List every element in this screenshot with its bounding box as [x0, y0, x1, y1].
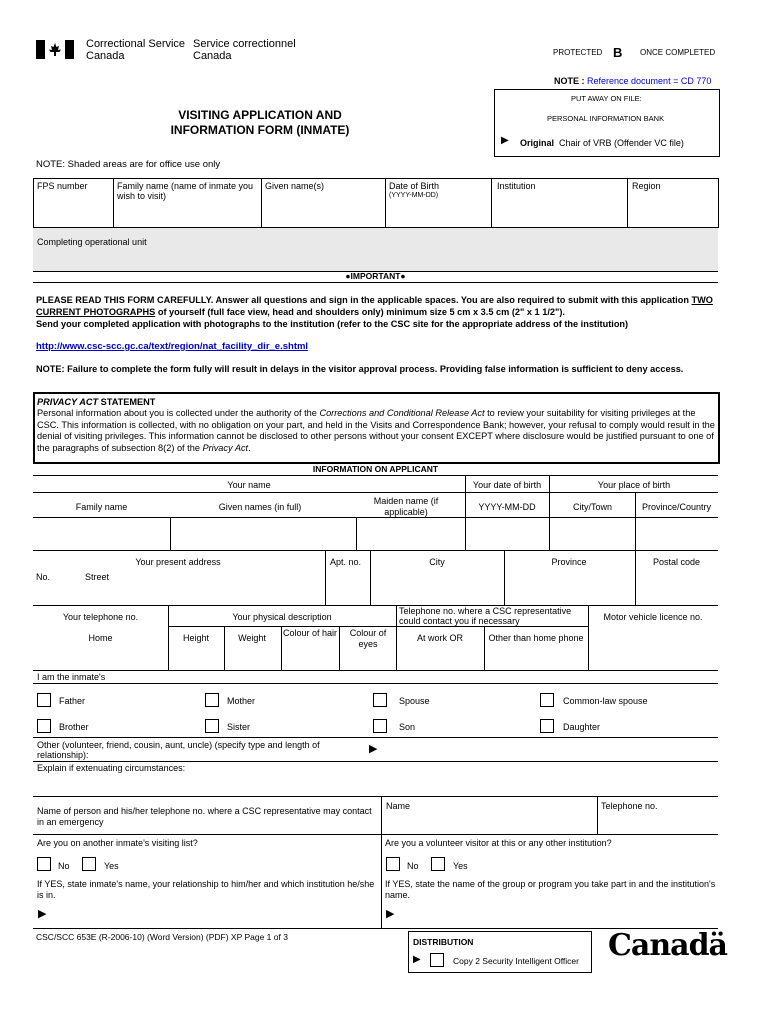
emergency-contact-label: Name of person and his/her telephone no. where a CSC representative may contact in an emergency — [37, 806, 372, 827]
visiting-list-no-checkbox[interactable] — [37, 857, 51, 871]
canada-wordmark: Canadä — [608, 928, 727, 963]
brother-label: Brother — [59, 722, 89, 732]
apt-no-label: Apt. no. — [330, 557, 362, 567]
common-law-checkbox[interactable] — [540, 693, 554, 707]
volunteer-no-checkbox[interactable] — [386, 857, 400, 871]
height-label: Height — [182, 633, 209, 643]
motor-licence-label: Motor vehicle licence no. — [603, 612, 703, 622]
copy2-label: Copy 2 Security Intelligent Officer — [453, 956, 579, 966]
sister-checkbox[interactable] — [205, 719, 219, 733]
region-label: Region — [632, 181, 661, 191]
protected-level: B — [613, 45, 623, 60]
shaded-note: NOTE: Shaded areas are for office use only — [36, 159, 221, 170]
original-arrow-icon: ▶ — [501, 135, 509, 146]
other-relationship-label: Other (volunteer, friend, cousin, aunt, uncle) (specify type and length of relationship): — [37, 740, 320, 760]
once-completed-label: ONCE COMPLETED — [640, 48, 716, 57]
failure-note: NOTE: Failure to complete the form fully will result in delays in the visitor approval process. Providing false information is sufficient to deny access. — [36, 364, 684, 374]
mother-checkbox[interactable] — [205, 693, 219, 707]
your-name-label: Your name — [227, 480, 271, 490]
province-country-label: Province/Country — [641, 502, 712, 512]
protected-label: PROTECTED — [553, 48, 603, 57]
csc-contact-label: Telephone no. where a CSC representative could contact you if necessary — [399, 606, 572, 626]
important-heading: ●IMPORTANT● — [345, 271, 406, 281]
family-name-label: Family name — [75, 502, 128, 512]
volunteer-ifyes-label: If YES, state the name of the group or program you take part in and the institution's name. — [385, 879, 716, 900]
son-label: Son — [399, 722, 416, 732]
inmate-family-label: Family name (name of inmate you wish to visit) — [117, 181, 254, 201]
spouse-label: Spouse — [399, 696, 430, 706]
mother-label: Mother — [227, 696, 256, 706]
pib-label: PERSONAL INFORMATION BANK — [547, 114, 665, 123]
distribution-arrow-icon: ▶ — [413, 954, 421, 965]
street-label: Street — [85, 572, 110, 582]
your-pob-label: Your place of birth — [597, 480, 671, 490]
explain-label: Explain if extenuating circumstances: — [37, 763, 186, 773]
visiting-list-ifyes-label: If YES, state inmate's name, your relationship to him/her and which institution he/she is in. — [37, 879, 375, 900]
note-reference: NOTE : Reference document = CD 770 — [554, 76, 712, 86]
daughter-checkbox[interactable] — [540, 719, 554, 733]
visiting-list-arrow-icon: ▶ — [38, 908, 47, 920]
relationship-label: I am the inmate's — [37, 672, 106, 682]
form-identifier: CSC/SCC 653E (R-2006-10) (Word Version) (PDF) XP Page 1 of 3 — [36, 932, 288, 942]
fps-label: FPS number — [37, 181, 88, 191]
visiting-list-no-label: No — [58, 861, 70, 871]
at-work-label: At work OR — [416, 633, 463, 643]
father-label: Father — [59, 696, 86, 706]
emergency-name-label: Name — [386, 801, 411, 811]
applicant-name-row[interactable] — [34, 518, 717, 549]
privacy-statement: PRIVACY ACT STATEMENT Personal information about you is collected under the authority of the Corrections and Conditional Release Act to review your suitability for visiting privileges at the CSC. This information is collected, with no obligation on your part, and held in the Visits and Correspondence Bank; however, your refusal to comply would result in the denial of visiting privileges. This information cannot be disclosed to other persons without your consent EXCEPT where disclosure would be justified pursuant to one of the paragraphs of subsection 8(2) of the Privacy Act. — [37, 397, 715, 453]
postal-code-label: Postal code — [652, 557, 701, 567]
emergency-tel-field[interactable] — [599, 813, 716, 833]
address-row[interactable] — [34, 584, 717, 604]
present-address-label: Your present address — [135, 557, 221, 567]
no-label: No. — [36, 572, 51, 582]
phone-physical-row[interactable] — [34, 648, 717, 669]
telephone-label: Your telephone no. — [62, 612, 139, 622]
visiting-list-details-field[interactable] — [52, 904, 378, 926]
volunteer-details-field[interactable] — [400, 904, 716, 926]
instructions-paragraph: PLEASE READ THIS FORM CAREFULLY. Answer all questions and sign in the applicable spaces. You are also required to submit with this application TWO CURRENT PHOTOGRAPHS of yourself (full face view, head and shoulders only) minimum size 5 cm x 3.5 cm (2" x 1 1/2"). Send your completed application with photographs to the institution (refer to the CSC site for the appropriate address of the institution) — [36, 295, 713, 329]
eye-colour-label: Colour of eyes — [349, 628, 387, 649]
inmate-dob-format: (YYYY-MM-DD) — [389, 192, 439, 199]
distribution-label: DISTRIBUTION — [413, 937, 474, 947]
visiting-list-question: Are you on another inmate's visiting list? — [37, 838, 198, 848]
visiting-list-yes-label: Yes — [104, 861, 119, 871]
city-town-label: City/Town — [572, 502, 612, 512]
brother-checkbox[interactable] — [37, 719, 51, 733]
volunteer-yes-label: Yes — [453, 861, 468, 871]
son-checkbox[interactable] — [373, 719, 387, 733]
institution-label: Institution — [497, 181, 536, 191]
your-dob-label: Your date of birth — [472, 480, 542, 490]
put-away-label: PUT AWAY ON FILE: — [571, 94, 642, 103]
original-line: Original Chair of VRB (Offender VC file) — [520, 138, 684, 148]
volunteer-no-label: No — [407, 861, 419, 871]
common-law-label: Common-law spouse — [563, 696, 648, 706]
other-relationship-field[interactable] — [385, 739, 718, 761]
province-label: Province — [551, 557, 587, 567]
city-label: City — [429, 557, 445, 567]
maiden-name-label: Maiden name (if applicable) — [373, 496, 439, 517]
facility-directory-link[interactable]: http://www.csc-scc.gc.ca/text/region/nat_facility_dir_e.shtml — [36, 341, 309, 352]
other-arrow-icon: ▶ — [369, 743, 378, 755]
org-name-fr: Service correctionnel Canada — [193, 38, 296, 62]
reference-link[interactable]: Reference document = CD 770 — [587, 76, 712, 86]
applicant-section-heading: INFORMATION ON APPLICANT — [312, 464, 439, 474]
given-names-label: Given names (in full) — [218, 502, 302, 512]
form-title: VISITING APPLICATION AND INFORMATION FORM (INMATE) — [170, 108, 350, 137]
explain-field[interactable] — [34, 775, 717, 795]
emergency-name-field[interactable] — [383, 813, 595, 833]
weight-label: Weight — [238, 633, 266, 643]
home-label: Home — [88, 633, 113, 643]
copy2-checkbox[interactable] — [430, 953, 444, 967]
inmate-given-label: Given name(s) — [265, 181, 325, 191]
hair-colour-label: Colour of hair — [282, 628, 338, 638]
physical-description-label: Your physical description — [232, 612, 332, 622]
emergency-tel-label: Telephone no. — [601, 801, 658, 811]
operational-unit-label: Completing operational unit — [37, 237, 147, 247]
org-name-en: Correctional Service Canada — [86, 38, 186, 62]
dob-format-label: YYYY-MM-DD — [478, 502, 536, 512]
volunteer-question: Are you a volunteer visitor at this or any other institution? — [385, 838, 612, 848]
visiting-list-yes-checkbox[interactable] — [82, 857, 96, 871]
father-checkbox[interactable] — [37, 693, 51, 707]
inmate-dob-label: Date of Birth — [389, 181, 440, 191]
spouse-checkbox[interactable] — [373, 693, 387, 707]
daughter-label: Daughter — [563, 722, 601, 732]
volunteer-arrow-icon: ▶ — [386, 908, 395, 920]
sister-label: Sister — [227, 722, 251, 732]
volunteer-yes-checkbox[interactable] — [431, 857, 445, 871]
other-phone-label: Other than home phone — [488, 633, 584, 643]
canada-flag-logo — [36, 40, 74, 59]
